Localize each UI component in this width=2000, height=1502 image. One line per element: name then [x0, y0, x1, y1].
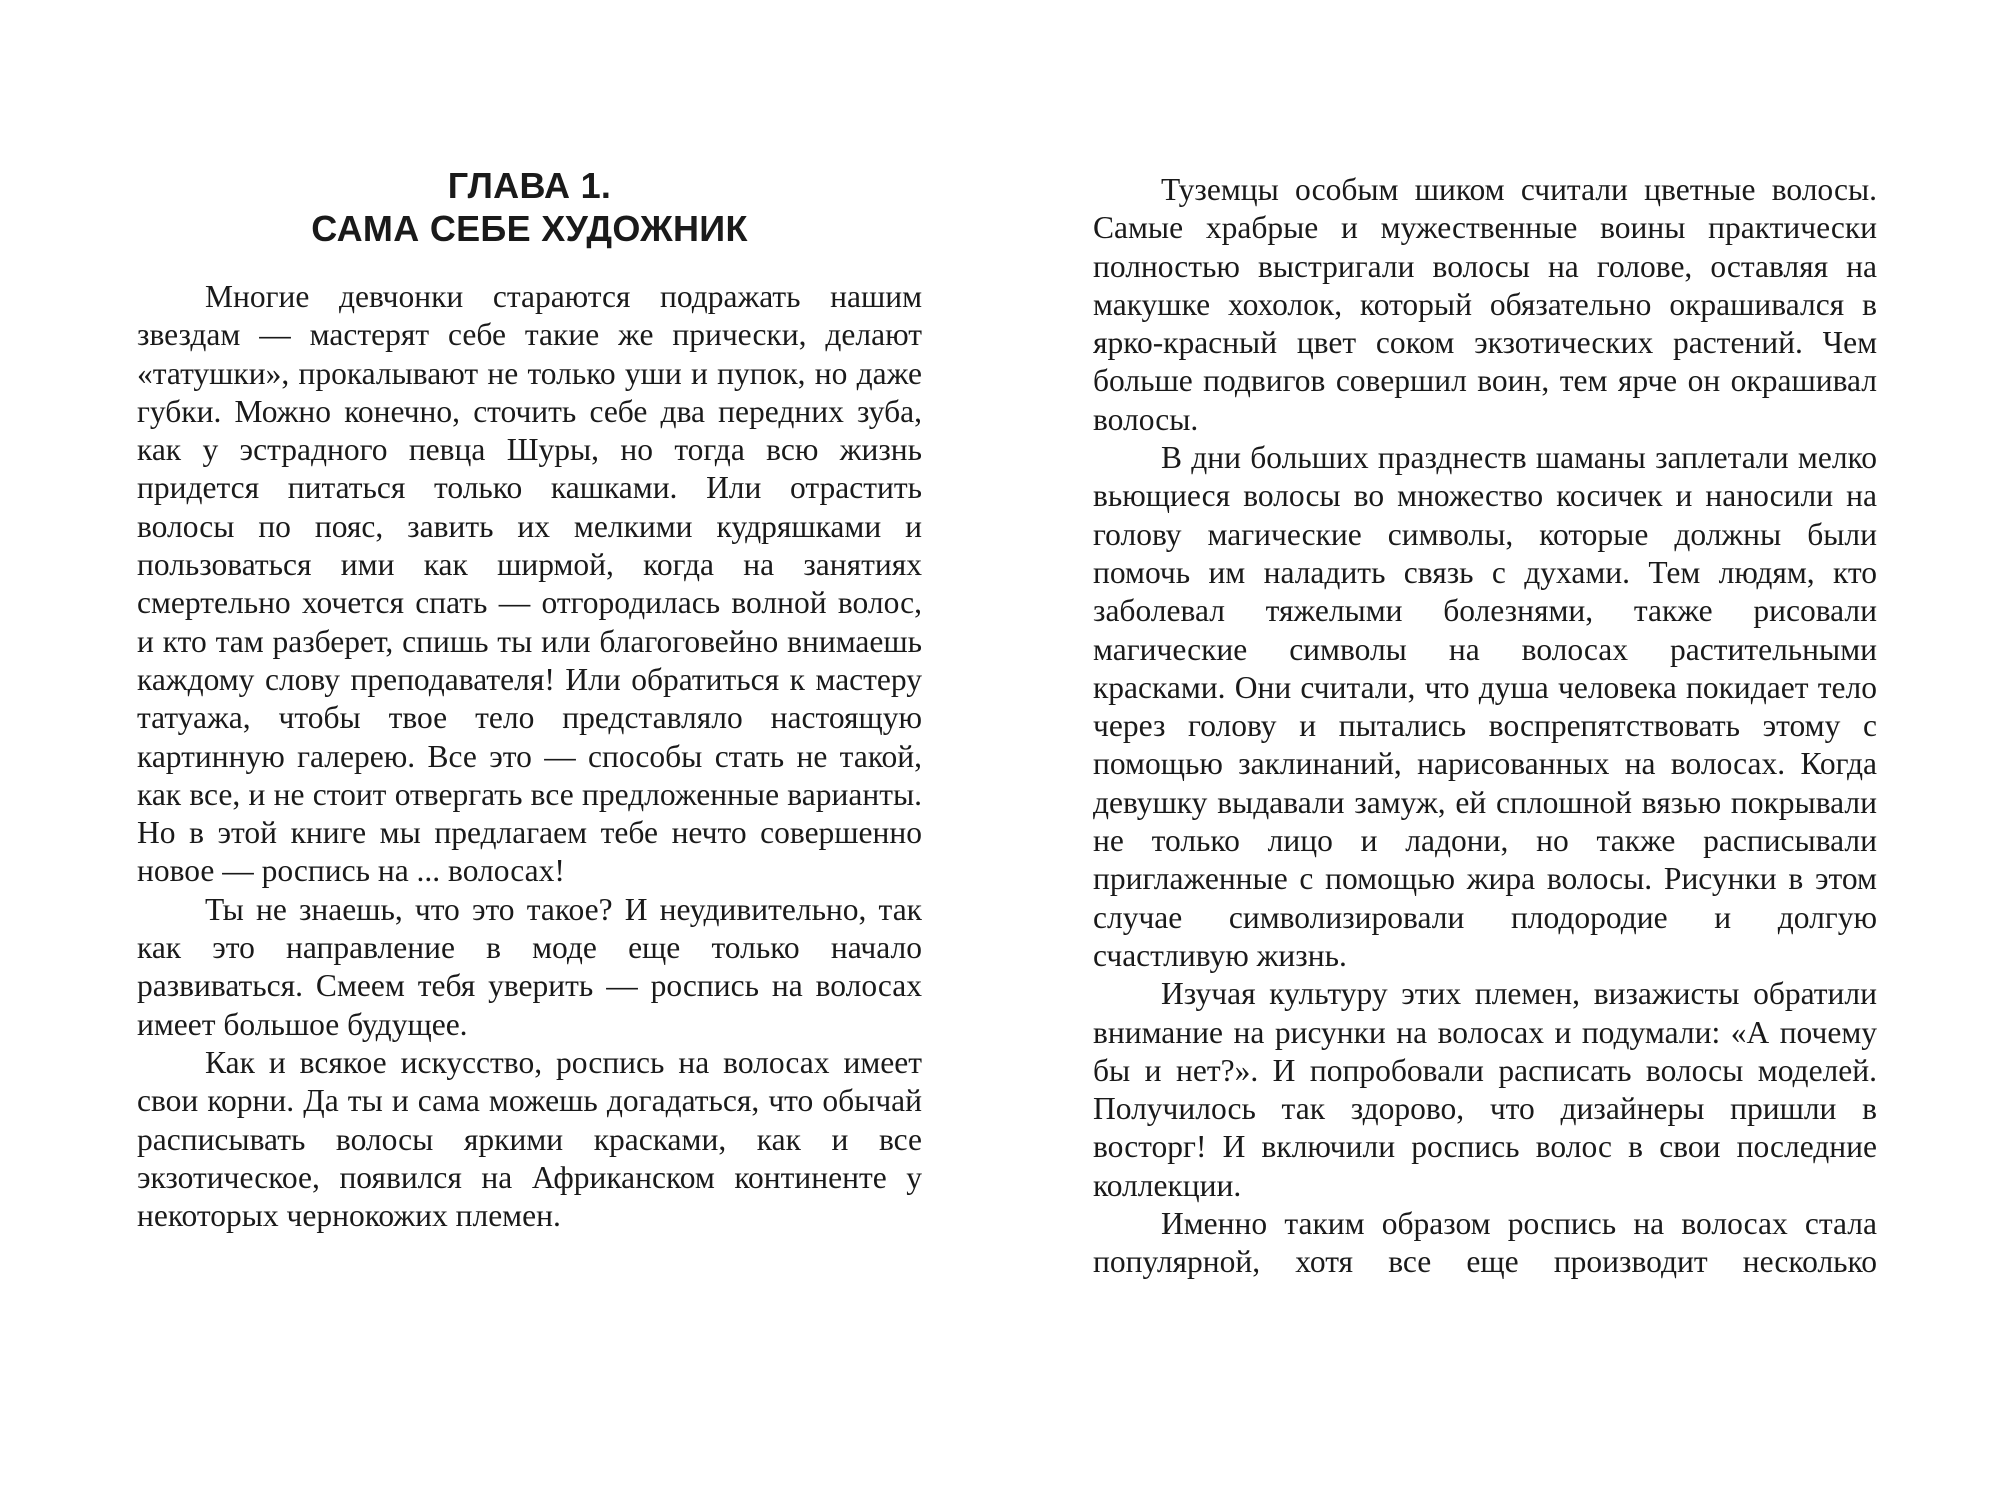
chapter-number: ГЛАВА 1. — [447, 165, 612, 206]
right-page-text — [1093, 0, 1877, 1282]
chapter-heading — [137, 0, 922, 250]
paragraph: Именно таким образом роспись на волосах стала популярной, хотя все еще производит несколько — [1093, 1206, 1877, 1280]
chapter-title: САМА СЕБЕ ХУДОЖНИК — [311, 208, 748, 249]
left-page-text — [137, 278, 922, 1235]
paragraph: Туземцы особым шиком считали цветные волосы. Самые храбрые и мужественные воины практически полностью выстригали волосы на голове, оставляя на макушке хохолок, который обязательно окрашивался в ярко-красный цвет соком экзотических растений. Чем больше подвигов совершил воин, тем ярче он окрашивал волосы. — [1093, 172, 1877, 437]
paragraph: В дни больших празднеств шаманы заплетали мелко вьющиеся волосы во множество косичек и наносили на голову магические символы, которые должны были помочь им наладить связь с духами. Тем людям, кто заболевал тяжелыми болезнями, также рисовали магические символы на волосах растительными красками. Они считали, что душа человека покидает тело через голову и пытались воспрепятствовать этому с помощью заклинаний, нарисованных на волосах. Когда девушку выдавали замуж, ей сплошной вязью покрывали не только лицо и ладони, но также расписывали приглаженные с помощью жира волосы. Рисунки в этом случае символизировали плодородие и долгую счастливую жизнь. — [1093, 440, 1877, 973]
left-page — [137, 0, 922, 1235]
paragraph: Многие девчонки стараются подражать нашим звездам — мастерят себе такие же прически, делают «татушки», прокалывают не только уши и пупок, но даже губки. Можно конечно, сточить себе два передних зуба, как у эстрадного певца Шуры, но тогда всю жизнь придется питаться только кашками. Или отрастить волосы по пояс, завить их мелкими кудряшками и пользоваться ими как ширмой, когда на занятиях смертельно хочется спать — отгородилась волной волос, и кто там разберет, спишь ты или благоговейно внимаешь каждому слову преподавателя! Или обратиться к мастеру татуажа, чтобы твое тело представляло настоящую картинную галерею. Все это — способы стать не такой, как все, и не стоит отвергать все предложенные варианты. Но в этой книге мы предлагаем тебе нечто совершенно новое — роспись на ... волосах! — [137, 279, 922, 889]
paragraph: Ты не знаешь, что это такое? И неудивительно, так как это направление в моде еще только начало развиваться. Смеем тебя уверить — роспись на волосах имеет большое будущее. — [137, 891, 922, 1042]
paragraph: Изучая культуру этих племен, визажисты обратили внимание на рисунки на волосах и подумали: «А почему бы и нет?». И попробовали расписать волосы моделей. Получилось так здорово, что дизайнеры пришли в восторг! И включили роспись волос в свои последние коллекции. — [1093, 976, 1877, 1203]
paragraph: Как и всякое искусство, роспись на волосах имеет свои корни. Да ты и сама можешь догадаться, что обычай расписывать волосы яркими красками, как и все экзотическое, появился на Африканском континенте у некоторых чернокожих племен. — [137, 1044, 922, 1234]
right-page — [1093, 0, 1877, 1282]
